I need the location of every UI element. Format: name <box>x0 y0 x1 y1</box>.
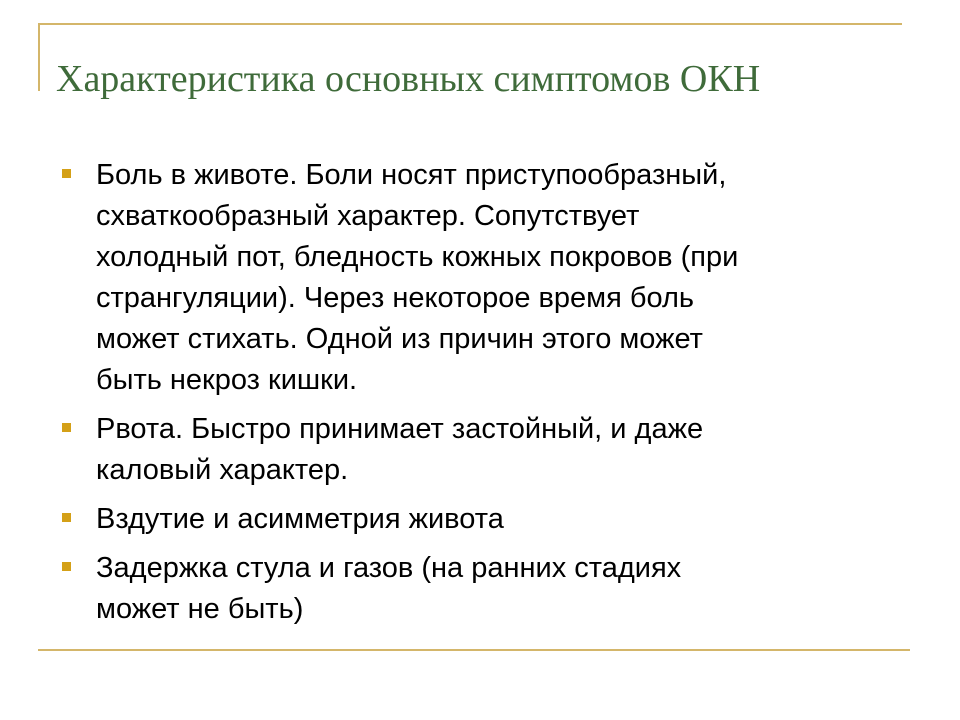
frame-top-line <box>38 23 902 25</box>
bullet-line: быть некроз кишки. <box>96 364 358 396</box>
square-bullet-icon <box>62 423 71 432</box>
bullet-line: Вздутие и асимметрия живота <box>96 503 504 535</box>
bullet-item-retention <box>62 548 882 630</box>
frame-bottom-line <box>38 649 910 651</box>
bullet-list <box>62 155 882 638</box>
bullet-line: Рвота. Быстро принимает застойный, и даже <box>96 413 704 445</box>
bullet-line: каловый характер. <box>96 454 349 486</box>
bullet-line: может не быть) <box>96 593 304 625</box>
square-bullet-icon <box>62 513 71 522</box>
square-bullet-icon <box>62 562 71 571</box>
bullet-item-pain <box>62 155 882 401</box>
bullet-line: Задержка стула и газов (на ранних стадиях <box>96 552 682 584</box>
frame-left-line <box>38 23 40 91</box>
square-bullet-icon <box>62 169 71 178</box>
bullet-line: схваткообразный характер. Сопутствует <box>96 200 640 232</box>
bullet-line: может стихать. Одной из причин этого может <box>96 323 703 355</box>
bullet-line: Боль в животе. Боли носят приступообразный, <box>96 159 727 191</box>
bullet-line: странгуляции). Через некоторое время боль <box>96 282 694 314</box>
slide-title: Характеристика основных симптомов ОКН <box>56 58 761 100</box>
bullet-item-vomiting <box>62 409 882 491</box>
bullet-item-bloating <box>62 499 882 540</box>
bullet-line: холодный пот, бледность кожных покровов (при <box>96 241 739 273</box>
